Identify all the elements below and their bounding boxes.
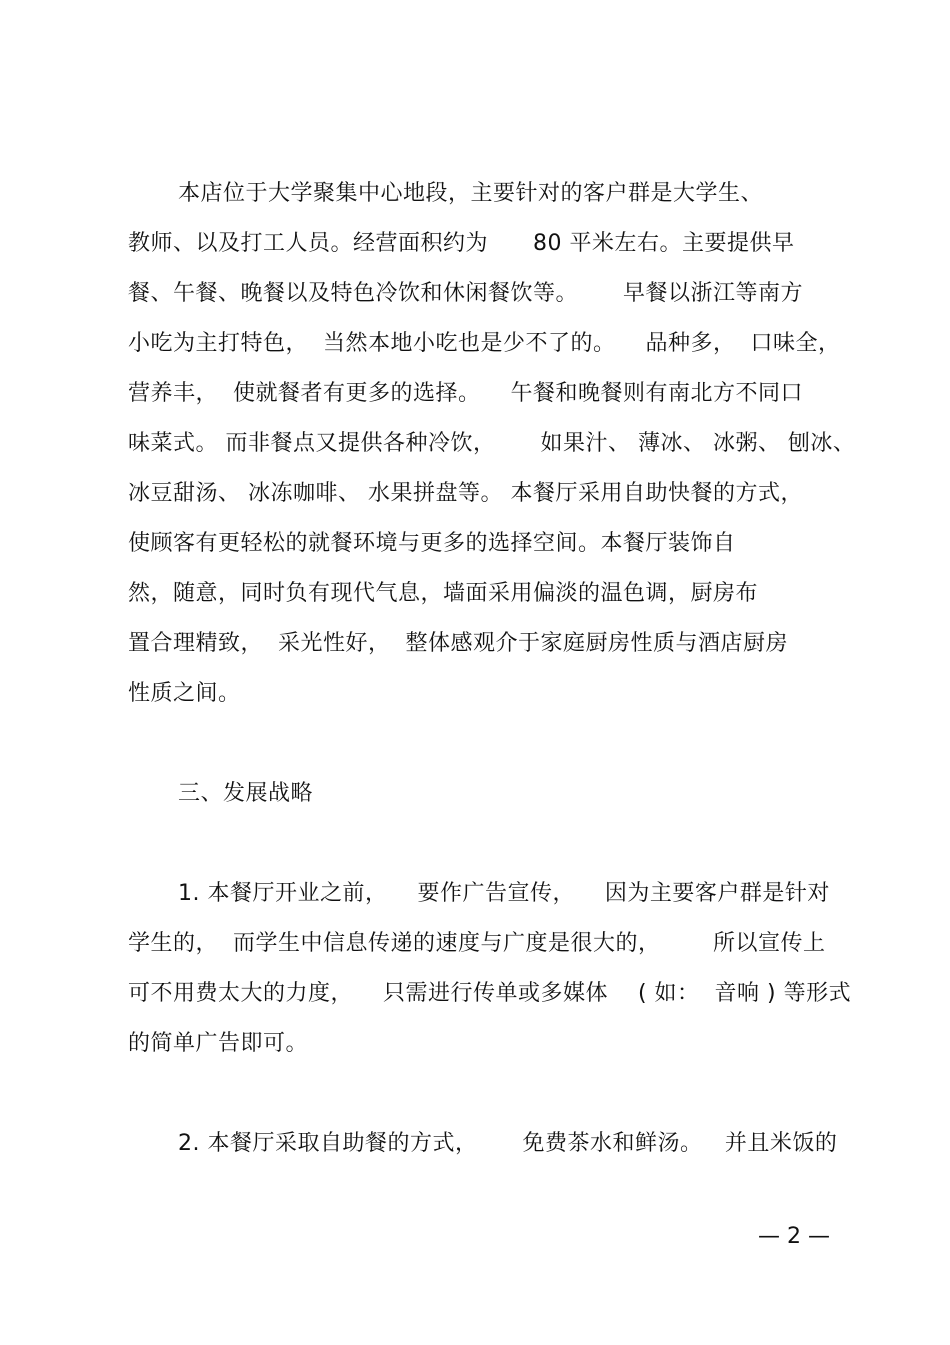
text-line: 然，随意，同时负有现代气息，墙面采用偏淡的温色调，厨房布	[128, 581, 759, 606]
text-line: 1. 本餐厅开业之前， 要作广告宣传， 因为主要客户群是针对	[178, 881, 830, 906]
text-line: 本店位于大学聚集中心地段，主要针对的客户群是大学生、	[178, 181, 764, 206]
text-line: 学生的， 而学生中信息传递的速度与广度是很大的， 所以宣传上	[128, 931, 826, 956]
text-line: 教师、以及打工人员。经营面积约为 80 平米左右。主要提供早	[128, 231, 795, 256]
text-line: 味菜式。 而非餐点又提供各种冷饮， 如果汁、 薄冰、 冰粥、 刨冰、	[128, 431, 856, 456]
text-line: 使顾客有更轻松的就餐环境与更多的选择空间。本餐厅装饰自	[128, 531, 736, 556]
text-line: 可不用费太大的力度， 只需进行传单或多媒体 ( 如： 音响 ) 等形式	[128, 981, 852, 1006]
text-line: 的简单广告即可。	[128, 1031, 309, 1056]
page-number: — 2 —	[758, 1224, 830, 1249]
text-line: 小吃为主打特色， 当然本地小吃也是少不了的。 品种多， 口味全，	[128, 331, 841, 356]
text-line: 置合理精致， 采光性好， 整体感观介于家庭厨房性质与酒店厨房	[128, 631, 788, 656]
section-heading: 三、发展战略	[178, 781, 314, 806]
text-line: 营养丰， 使就餐者有更多的选择。 午餐和晚餐则有南北方不同口	[128, 381, 803, 406]
text-line: 性质之间。	[128, 681, 241, 706]
text-line: 2. 本餐厅采取自助餐的方式， 免费茶水和鲜汤。 并且米饭的	[178, 1131, 838, 1156]
text-line: 餐、午餐、晚餐以及特色冷饮和休闲餐饮等。 早餐以浙江等南方	[128, 281, 803, 306]
text-line: 冰豆甜汤、 冰冻咖啡、 水果拼盘等。 本餐厅采用自助快餐的方式，	[128, 481, 803, 506]
